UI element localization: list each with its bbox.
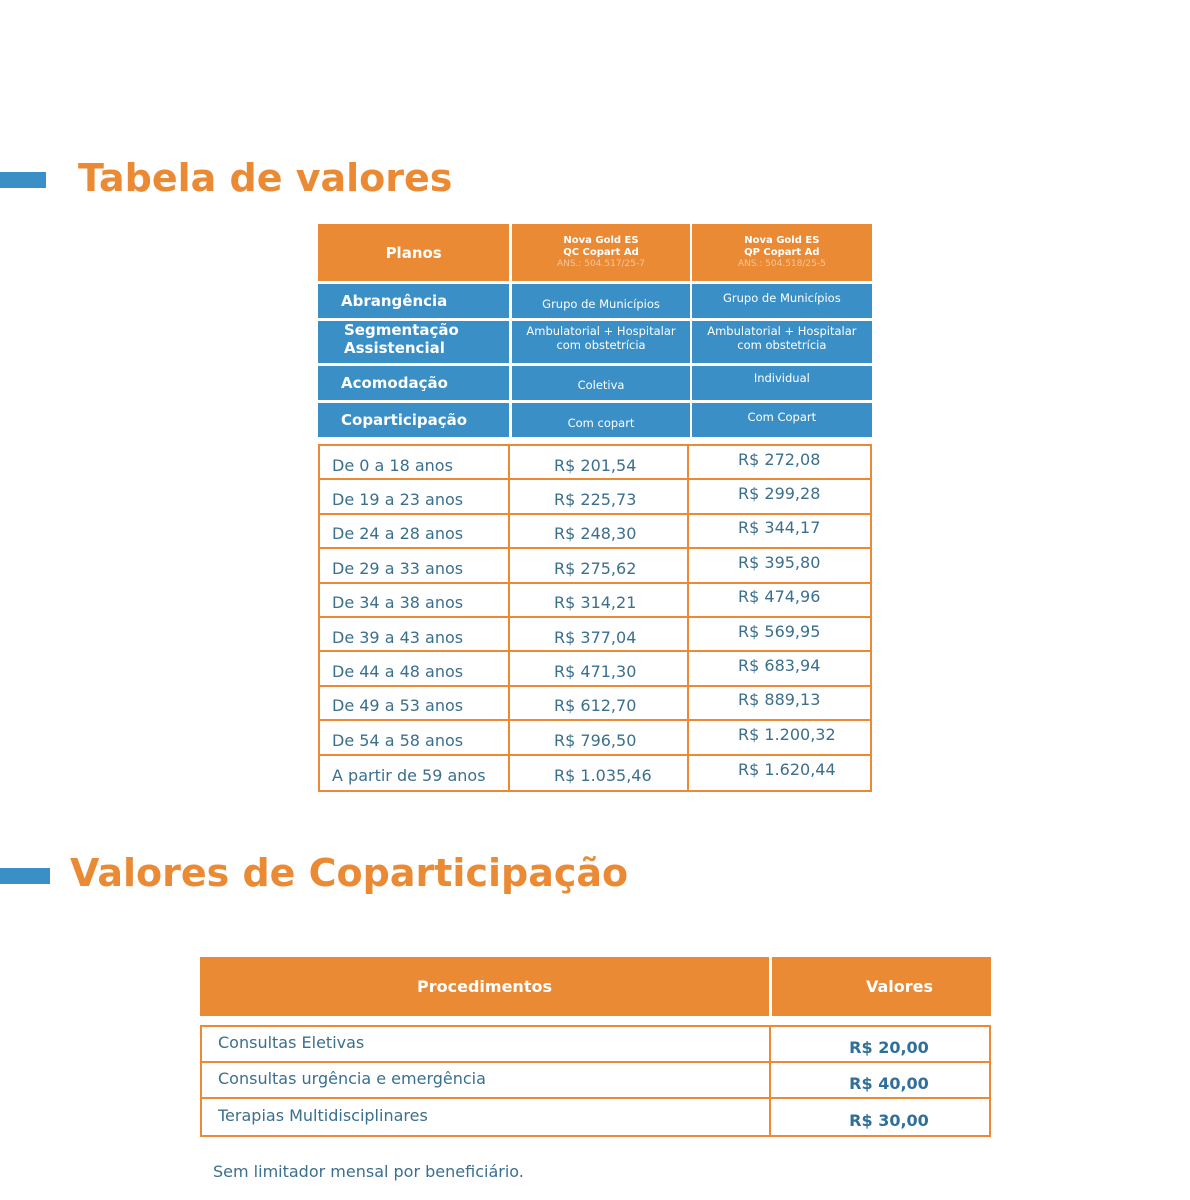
procedure-value: R$ 40,00 <box>849 1073 929 1093</box>
header-procedimentos: Procedimentos <box>200 957 769 1016</box>
table-row <box>320 549 870 583</box>
price-qp: R$ 1.620,44 <box>738 760 836 780</box>
age-range: De 34 a 38 anos <box>320 584 510 616</box>
attribute-value: Ambulatorial + Hospitalar com obstetrícia <box>692 321 872 363</box>
table-row <box>320 584 870 618</box>
price-qp: R$ 474,96 <box>738 587 821 607</box>
attribute-row-segmentacao <box>318 321 872 363</box>
attribute-label <box>318 321 509 363</box>
table-row <box>202 1099 989 1135</box>
price-qp: R$ 889,13 <box>738 690 821 710</box>
price-rows <box>318 444 872 792</box>
attribute-label-line2: Assistencial <box>344 339 445 357</box>
plan-name-line2: QC Copart Ad <box>563 247 639 258</box>
age-range: De 0 a 18 anos <box>320 446 510 478</box>
section-accent-bar <box>0 868 50 884</box>
price-qc: R$ 612,70 <box>510 687 689 719</box>
price-qc: R$ 201,54 <box>510 446 689 478</box>
price-table-header <box>318 224 872 281</box>
table-row <box>202 1027 989 1063</box>
attribute-value: Com Copart <box>692 403 872 437</box>
price-qp: R$ 395,80 <box>738 552 821 572</box>
attribute-label: Coparticipação <box>318 403 509 437</box>
age-range: De 24 a 28 anos <box>320 515 510 547</box>
price-qc: R$ 248,30 <box>510 515 689 547</box>
table-row <box>320 446 870 480</box>
plan-ans-code: ANS.: 504.518/25-5 <box>737 259 826 269</box>
section-title-valores-de-coparticipacao: Valores de Coparticipação <box>70 851 629 895</box>
attribute-value: Grupo de Municípios <box>512 284 689 318</box>
price-qc: R$ 796,50 <box>510 721 689 753</box>
attribute-row-coparticipacao <box>318 403 872 437</box>
table-row <box>320 618 870 652</box>
price-qp: R$ 683,94 <box>738 656 821 676</box>
attribute-value: Com copart <box>512 403 689 437</box>
header-valores: Valores <box>772 957 991 1016</box>
age-range: A partir de 59 anos <box>320 756 510 790</box>
section-title-tabela-de-valores: Tabela de valores <box>78 156 453 200</box>
header-planos: Planos <box>318 224 509 281</box>
plan-name-line1: Nova Gold ES <box>563 235 639 246</box>
procedure-name: Consultas Eletivas <box>202 1027 771 1061</box>
attribute-value: Ambulatorial + Hospitalar com obstetrícia <box>512 321 689 363</box>
attribute-value: Grupo de Municípios <box>692 284 872 318</box>
age-range: De 39 a 43 anos <box>320 618 510 650</box>
plan-name-line2: QP Copart Ad <box>744 247 820 258</box>
attribute-label: Acomodação <box>318 366 509 400</box>
price-qc: R$ 225,73 <box>510 480 689 512</box>
procedure-value: R$ 30,00 <box>849 1110 929 1130</box>
attribute-value: Coletiva <box>512 366 689 400</box>
procedure-name: Terapias Multidisciplinares <box>202 1099 771 1135</box>
copart-table <box>200 957 991 1137</box>
price-qc: R$ 314,21 <box>510 584 689 616</box>
copart-table-header <box>200 957 991 1016</box>
price-qc: R$ 275,62 <box>510 549 689 581</box>
table-row <box>320 515 870 549</box>
attribute-row-acomodacao <box>318 366 872 400</box>
attribute-value: Individual <box>692 366 872 400</box>
copart-rows <box>200 1025 991 1137</box>
attribute-row-abrangencia <box>318 284 872 318</box>
header-plan-qp <box>692 224 872 281</box>
table-row <box>320 721 870 755</box>
price-qp: R$ 569,95 <box>738 621 821 641</box>
table-row <box>320 687 870 721</box>
price-qp: R$ 272,08 <box>738 449 821 469</box>
price-qp: R$ 344,17 <box>738 518 821 538</box>
price-qp: R$ 299,28 <box>738 484 821 504</box>
table-row <box>202 1063 989 1099</box>
table-row <box>320 652 870 686</box>
price-qp: R$ 1.200,32 <box>738 724 836 744</box>
age-range: De 44 a 48 anos <box>320 652 510 684</box>
section-accent-bar <box>0 172 46 188</box>
table-row <box>320 756 870 790</box>
plan-name-line1: Nova Gold ES <box>744 235 820 246</box>
price-qc: R$ 471,30 <box>510 652 689 684</box>
table-row <box>320 480 870 514</box>
price-qc: R$ 377,04 <box>510 618 689 650</box>
header-plan-qc <box>512 224 689 281</box>
price-qc: R$ 1.035,46 <box>510 756 689 790</box>
age-range: De 19 a 23 anos <box>320 480 510 512</box>
attribute-label-line1: Segmentação <box>344 321 459 339</box>
footnote: Sem limitador mensal por beneficiário. <box>213 1162 524 1181</box>
procedure-name: Consultas urgência e emergência <box>202 1063 771 1097</box>
plan-ans-code: ANS.: 504.517/25-7 <box>556 259 645 269</box>
procedure-value: R$ 20,00 <box>849 1037 929 1057</box>
age-range: De 29 a 33 anos <box>320 549 510 581</box>
age-range: De 54 a 58 anos <box>320 721 510 753</box>
age-range: De 49 a 53 anos <box>320 687 510 719</box>
price-table <box>318 224 872 792</box>
attribute-label: Abrangência <box>318 284 509 318</box>
